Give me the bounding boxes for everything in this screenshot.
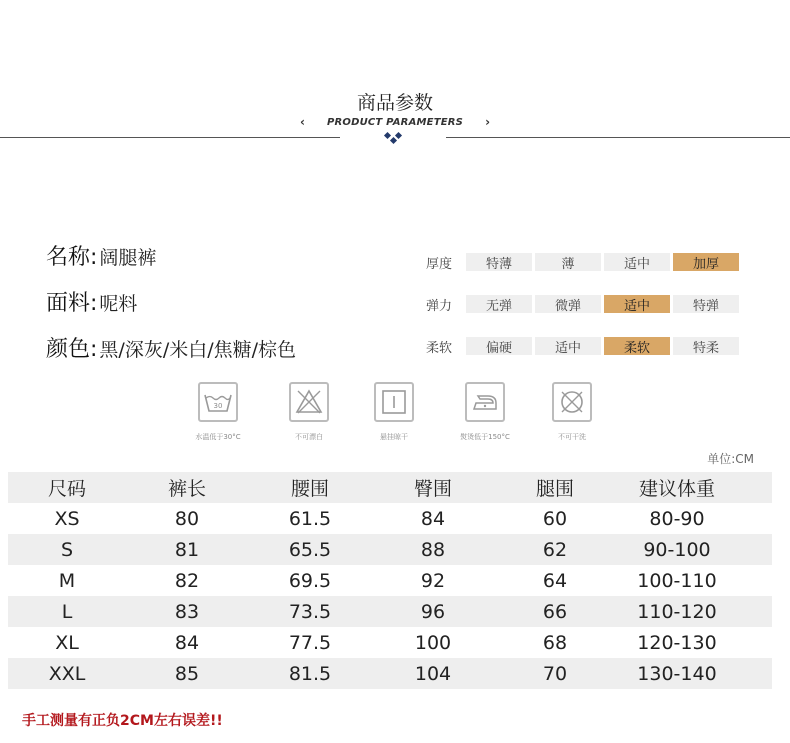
- care-label: 熨烫低于150°C: [460, 433, 510, 441]
- attr-name: 柔软: [426, 340, 453, 356]
- section-subtitle: PRODUCT PARAMETERS: [326, 116, 464, 128]
- table-cell: 70: [542, 662, 568, 685]
- table-cell: 77.5: [288, 631, 332, 654]
- table-cell: 81: [174, 538, 200, 561]
- section-title: 商品参数: [356, 92, 433, 114]
- product-name-label: 名称:: [46, 245, 98, 270]
- table-cell: 90-100: [643, 538, 711, 561]
- product-color-value: 黑/深灰/米白/焦糖/棕色: [99, 339, 297, 361]
- table-cell: 130-140: [637, 662, 717, 685]
- table-row: [8, 658, 772, 689]
- table-cell: L: [61, 600, 73, 623]
- product-fabric-value: 呢料: [99, 293, 138, 315]
- size-table: [8, 472, 772, 689]
- table-header: 腿围: [535, 478, 574, 500]
- care-item: [364, 382, 424, 442]
- table-cell: XL: [55, 631, 79, 654]
- care-item: [455, 382, 515, 442]
- svg-text:30: 30: [213, 402, 223, 410]
- table-row: [8, 596, 772, 627]
- care-item: [188, 382, 248, 442]
- table-cell: 120-130: [637, 631, 717, 654]
- care-label: 不可漂白: [295, 433, 323, 441]
- measurement-note: 手工测量有正负2CM左右误差!!: [22, 713, 223, 729]
- table-header: 尺码: [47, 478, 86, 500]
- table-cell: 69.5: [288, 569, 332, 592]
- table-cell: 60: [542, 507, 568, 530]
- product-name-value: 阔腿裤: [99, 247, 157, 269]
- table-cell: 81.5: [288, 662, 332, 685]
- care-label: 水温低于30°C: [195, 433, 241, 441]
- table-row: [8, 565, 772, 596]
- section-subtitle-row: [0, 114, 790, 130]
- divider-right: [446, 137, 790, 138]
- attr-name: 厚度: [426, 256, 453, 272]
- table-cell: 100: [414, 631, 452, 654]
- chevron-left-icon: ‹: [299, 115, 305, 129]
- diamond-ornament-icon: [382, 130, 404, 146]
- table-cell: 80: [174, 507, 200, 530]
- attr-option: 适中: [535, 337, 601, 355]
- product-fabric-row: [46, 286, 137, 317]
- table-header: 建议体重: [638, 478, 715, 500]
- table-cell: 84: [174, 631, 200, 654]
- attr-row-elasticity: [418, 295, 742, 313]
- table-cell: 80-90: [649, 507, 705, 530]
- table-cell: 85: [174, 662, 200, 685]
- care-item: [542, 382, 602, 442]
- attr-option: 薄: [535, 253, 601, 271]
- table-cell: 68: [542, 631, 568, 654]
- wash-30-icon: [198, 382, 238, 422]
- table-header-row: [8, 472, 772, 503]
- chevron-right-icon: ›: [485, 115, 491, 129]
- care-label: 悬挂晾干: [380, 433, 408, 441]
- table-cell: 64: [542, 569, 568, 592]
- table-cell: XS: [54, 507, 80, 530]
- table-cell: 110-120: [637, 600, 717, 623]
- iron-150-icon: [465, 382, 505, 422]
- table-header: 裤长: [167, 478, 206, 500]
- attr-row-softness: [418, 337, 742, 355]
- table-cell: 73.5: [288, 600, 332, 623]
- divider-left: [0, 137, 340, 138]
- attr-option: 特薄: [466, 253, 532, 271]
- table-header: 腰围: [290, 478, 329, 500]
- hang-dry-icon: [374, 382, 414, 422]
- no-bleach-icon: [289, 382, 329, 422]
- attr-row-thickness: [418, 253, 742, 271]
- table-cell: 84: [420, 507, 446, 530]
- table-cell: M: [58, 569, 76, 592]
- table-cell: 82: [174, 569, 200, 592]
- table-cell: 100-110: [637, 569, 717, 592]
- table-cell: 88: [420, 538, 446, 561]
- table-header: 臀围: [413, 478, 452, 500]
- attr-name: 弹力: [426, 298, 453, 314]
- product-color-row: [46, 332, 296, 363]
- no-dry-clean-icon: [552, 382, 592, 422]
- table-cell: 62: [542, 538, 568, 561]
- table-cell: 83: [174, 600, 200, 623]
- table-row: [8, 534, 772, 565]
- table-cell: 61.5: [288, 507, 332, 530]
- attr-option: 微弹: [535, 295, 601, 313]
- table-cell: 66: [542, 600, 568, 623]
- product-color-label: 颜色:: [46, 337, 98, 362]
- attr-option-selected: 适中: [604, 295, 670, 313]
- table-row: [8, 627, 772, 658]
- attr-option: 特柔: [673, 337, 739, 355]
- table-cell: 96: [420, 600, 446, 623]
- table-cell: S: [60, 538, 74, 561]
- attr-option: 特弹: [673, 295, 739, 313]
- table-cell: 65.5: [288, 538, 332, 561]
- care-item: [279, 382, 339, 442]
- care-label: 不可干洗: [558, 433, 586, 441]
- table-cell: XXL: [48, 662, 86, 685]
- attr-option: 偏硬: [466, 337, 532, 355]
- attr-option-selected: 柔软: [604, 337, 670, 355]
- product-fabric-label: 面料:: [46, 291, 98, 316]
- attr-option-selected: 加厚: [673, 253, 739, 271]
- unit-label: 单位:CM: [707, 452, 754, 466]
- table-row: [8, 503, 772, 534]
- attr-option: 无弹: [466, 295, 532, 313]
- table-cell: 104: [414, 662, 452, 685]
- table-cell: 92: [420, 569, 446, 592]
- product-name-row: [46, 240, 156, 271]
- attr-option: 适中: [604, 253, 670, 271]
